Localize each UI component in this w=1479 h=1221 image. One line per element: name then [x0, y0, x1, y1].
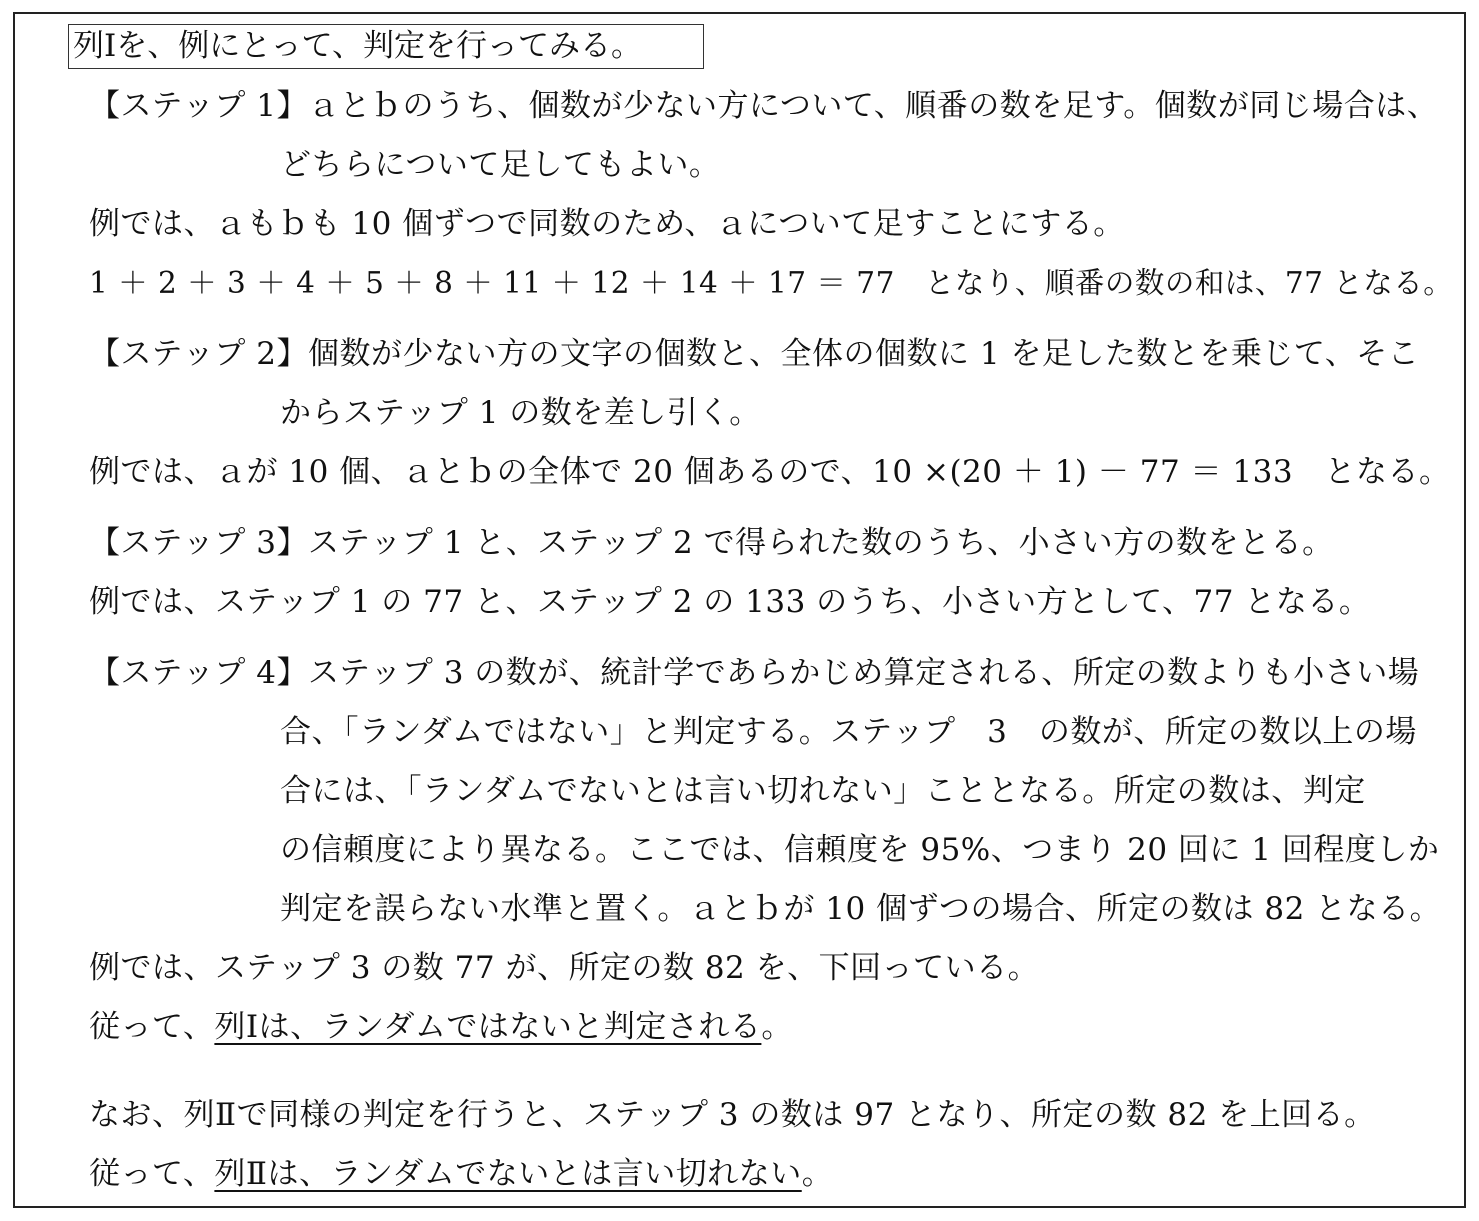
conclusion-1	[89, 1007, 793, 1047]
page-title: 列Ⅰを、例にとって、判定を行ってみる。	[68, 24, 704, 69]
conclusion-2-underlined: 列Ⅱは、ランダムでないとは言い切れない	[214, 1156, 802, 1192]
step-2-text-2: からステップ 1 の数を差し引く。	[280, 395, 761, 431]
step-1-example-2: 1 ＋ 2 ＋ 3 ＋ 4 ＋ 5 ＋ 8 ＋ 11 ＋ 12 ＋ 14 ＋ 17 ＝ 77 となり、順番の数の和は、77 となる。	[89, 266, 1454, 300]
conclusion-2-prefix: 従って、	[89, 1156, 215, 1192]
step-1-label: 【ステップ 1】	[89, 88, 308, 124]
step-3-example-1: 例では、ステップ 1 の 77 と、ステップ 2 の 133 のうち、小さい方として、77 となる。	[89, 584, 1371, 620]
step-2-example-1: 例では、ａが 10 個、ａとｂの全体で 20 個あるので、10 ×(20 ＋ 1) － 77 ＝ 133 となる。	[89, 454, 1451, 490]
step-1-text-1: ａとｂのうち、個数が少ない方について、順番の数を足す。個数が同じ場合は、	[307, 88, 1439, 124]
step-3-text-1: ステップ 1 と、ステップ 2 で得られた数のうち、小さい方の数をとる。	[307, 525, 1334, 561]
step-2-label: 【ステップ 2】	[89, 336, 308, 372]
conclusion-2-suffix: 。	[801, 1156, 834, 1192]
step-4-text-3: 合には、「ランダムでないとは言い切れない」こととなる。所定の数は、判定	[280, 773, 1366, 809]
step-1-line-1	[89, 86, 1438, 126]
step-4-example-1: 例では、ステップ 3 の数 77 が、所定の数 82 を、下回っている。	[89, 950, 1040, 986]
step-2-line-1	[89, 334, 1419, 374]
step-2-text-1: 個数が少ない方の文字の個数と、全体の個数に 1 を足した数とを乗じて、そこ	[307, 336, 1420, 372]
step-4-label: 【ステップ 4】	[89, 655, 308, 691]
note-line: なお、列Ⅱで同様の判定を行うと、ステップ 3 の数は 97 となり、所定の数 82 を上回る。	[89, 1097, 1376, 1133]
step-4-text-2: 合、「ランダムではない」と判定する。ステップ 3 の数が、所定の数以上の場	[280, 714, 1417, 750]
conclusion-1-suffix: 。	[761, 1009, 793, 1045]
step-3-line-1	[89, 523, 1334, 563]
step-1-text-2: どちらについて足してもよい。	[280, 147, 721, 183]
conclusion-1-underlined: 列Ⅰは、ランダムではないと判定される	[214, 1009, 762, 1045]
step-4-text-4: の信頼度により異なる。ここでは、信頼度を 95%、つまり 20 回に 1 回程度しか	[280, 832, 1440, 868]
step-4-text-5: 判定を誤らない水準と置く。ａとｂが 10 個ずつの場合、所定の数は 82 となる。	[280, 891, 1442, 927]
step-4-text-1: ステップ 3 の数が、統計学であらかじめ算定される、所定の数よりも小さい場	[307, 655, 1420, 691]
step-3-label: 【ステップ 3】	[89, 525, 308, 561]
step-4-line-1	[89, 653, 1419, 693]
conclusion-2	[89, 1154, 833, 1194]
step-1-example-1: 例では、ａもｂも 10 個ずつで同数のため、ａについて足すことにする。	[89, 206, 1125, 242]
conclusion-1-prefix: 従って、	[89, 1009, 215, 1045]
